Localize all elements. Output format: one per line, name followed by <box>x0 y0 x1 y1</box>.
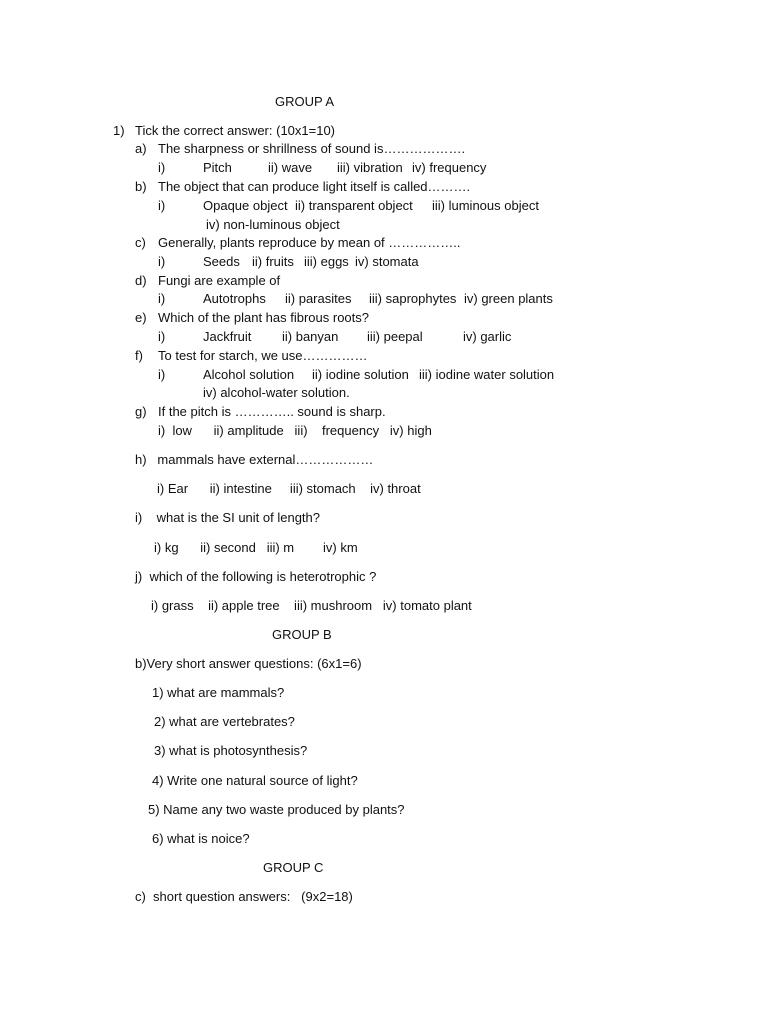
item-f-option-4: iv) alcohol-water solution. <box>203 385 350 400</box>
item-a-question: The sharpness or shrillness of sound is………………. <box>158 141 466 156</box>
item-d-option-2: ii) parasites <box>285 291 352 306</box>
item-e-option-1-num: i) <box>158 329 166 344</box>
item-d-label: d) <box>135 273 147 288</box>
item-b-option-2: ii) transparent object <box>295 198 413 213</box>
group-b-heading: GROUP B <box>272 627 332 642</box>
item-b-option-1: Opaque object <box>203 198 288 213</box>
item-f-option-1: Alcohol solution <box>203 367 295 382</box>
item-b-option-1-num: i) <box>158 198 166 213</box>
item-a-option-1: Pitch <box>203 160 232 175</box>
item-c-option-1-num: i) <box>158 254 166 269</box>
item-h-options: i) Ear ii) intestine iii) stomach iv) throat <box>157 481 421 496</box>
question-1-instruction: Tick the correct answer: (10x1=10) <box>135 123 336 138</box>
item-g-question: If the pitch is ………….. sound is sharp. <box>158 404 386 419</box>
group-b-instruction: b)Very short answer questions: (6x1=6) <box>135 656 362 671</box>
group-b-question-4: 4) Write one natural source of light? <box>152 773 358 788</box>
item-e-option-4: iv) garlic <box>463 329 512 344</box>
item-g-label: g) <box>135 404 147 419</box>
item-j-question: j) which of the following is heterotrophic ? <box>135 569 377 584</box>
item-f-option-3: iii) iodine water solution <box>419 367 555 382</box>
item-e-question: Which of the plant has fibrous roots? <box>158 310 370 325</box>
item-f-question: To test for starch, we use…………… <box>158 348 368 363</box>
item-f-option-2: ii) iodine solution <box>312 367 409 382</box>
group-b-question-3: 3) what is photosynthesis? <box>154 743 308 758</box>
item-a-label: a) <box>135 141 147 156</box>
group-b-question-6: 6) what is noice? <box>152 831 250 846</box>
item-b-option-3: iii) luminous object <box>432 198 539 213</box>
item-d-option-1-num: i) <box>158 291 166 306</box>
item-e-option-2: ii) banyan <box>282 329 339 344</box>
item-f-option-1-num: i) <box>158 367 166 382</box>
item-d-option-3: iii) saprophytes <box>369 291 457 306</box>
item-e-option-3: iii) peepal <box>367 329 423 344</box>
item-c-option-1: Seeds <box>203 254 240 269</box>
item-d-option-4: iv) green plants <box>464 291 553 306</box>
item-i-options: i) kg ii) second iii) m iv) km <box>154 540 358 555</box>
item-b-label: b) <box>135 179 147 194</box>
item-c-option-2: ii) fruits <box>252 254 294 269</box>
item-c-question: Generally, plants reproduce by mean of …………….. <box>158 235 461 250</box>
item-e-option-1: Jackfruit <box>203 329 252 344</box>
item-d-question: Fungi are example of <box>158 273 281 288</box>
item-c-option-3: iii) eggs <box>304 254 349 269</box>
group-a-heading: GROUP A <box>275 94 335 109</box>
item-j-options: i) grass ii) apple tree iii) mushroom iv) tomato plant <box>151 598 472 613</box>
group-c-heading: GROUP C <box>263 860 324 875</box>
question-1-number: 1) <box>113 123 125 138</box>
item-c-option-4: iv) stomata <box>355 254 419 269</box>
group-b-question-1: 1) what are mammals? <box>152 685 285 700</box>
item-i-question: i) what is the SI unit of length? <box>135 510 320 525</box>
item-a-option-3: iii) vibration <box>337 160 403 175</box>
item-f-label: f) <box>135 348 143 363</box>
item-a-option-2: ii) wave <box>268 160 313 175</box>
item-d-option-1: Autotrophs <box>203 291 266 306</box>
item-c-label: c) <box>135 235 146 250</box>
group-c-instruction: c) short question answers: (9x2=18) <box>135 889 353 904</box>
group-b-question-2: 2) what are vertebrates? <box>154 714 295 729</box>
group-b-question-5: 5) Name any two waste produced by plants? <box>148 802 405 817</box>
item-a-option-1-num: i) <box>158 160 166 175</box>
item-a-option-4: iv) frequency <box>412 160 487 175</box>
item-b-option-4: iv) non-luminous object <box>206 217 340 232</box>
item-e-label: e) <box>135 310 147 325</box>
item-b-question: The object that can produce light itself is called………. <box>158 179 471 194</box>
item-h-question: h) mammals have external……………… <box>135 452 374 467</box>
item-g-options: i) low ii) amplitude iii) frequency iv) high <box>158 423 432 438</box>
